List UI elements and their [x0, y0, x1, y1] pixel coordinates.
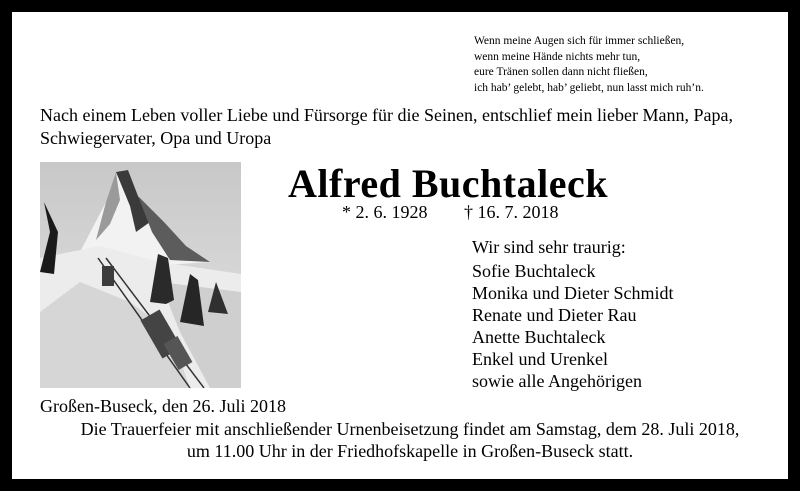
- mourner-entry: Monika und Dieter Schmidt: [472, 283, 674, 303]
- mourners-heading: Wir sind sehr traurig:: [472, 237, 626, 257]
- intro-text: Nach einem Leben voller Liebe und Fürsorge für die Seinen, entschlief mein lieber Mann, Papa, Schwiegervater, Opa und Uropa: [40, 105, 733, 148]
- mourner-entry: sowie alle Angehörigen: [472, 371, 642, 391]
- funeral-line: Die Trauerfeier mit anschließender Urnenbeisetzung findet am Samstag, dem 28. Juli 2018,: [80, 419, 740, 439]
- poem-line: wenn meine Hände nichts mehr tun,: [474, 50, 641, 63]
- poem: [474, 34, 704, 96]
- birth-date: * 2. 6. 1928: [342, 202, 428, 222]
- poem-line: ich hab’ gelebt, hab’ geliebt, nun lasst mich ruh’n.: [474, 81, 704, 94]
- mourners-list: [472, 236, 673, 392]
- deceased-name: Alfred Buchtaleck: [288, 161, 608, 206]
- poem-line: eure Tränen sollen dann nicht fließen,: [474, 66, 648, 78]
- mountain-railway-image: [40, 162, 241, 388]
- obituary-notice: [12, 12, 788, 479]
- mourner-entry: Sofie Buchtaleck: [472, 261, 596, 281]
- place-and-date: Großen-Buseck, den 26. Juli 2018: [40, 396, 286, 416]
- mourner-entry: Enkel und Urenkel: [472, 349, 608, 369]
- mourner-entry: Renate und Dieter Rau: [472, 305, 637, 325]
- poem-line: Wenn meine Augen sich für immer schließen,: [474, 35, 685, 47]
- death-date: † 16. 7. 2018: [464, 202, 559, 222]
- funeral-line: um 11.00 Uhr in der Friedhofskapelle in Großen-Buseck statt.: [186, 441, 634, 461]
- life-dates: [342, 202, 559, 223]
- mourner-entry: Anette Buchtaleck: [472, 327, 606, 347]
- funeral-info: [32, 418, 788, 462]
- matterhorn-photo: [40, 162, 241, 388]
